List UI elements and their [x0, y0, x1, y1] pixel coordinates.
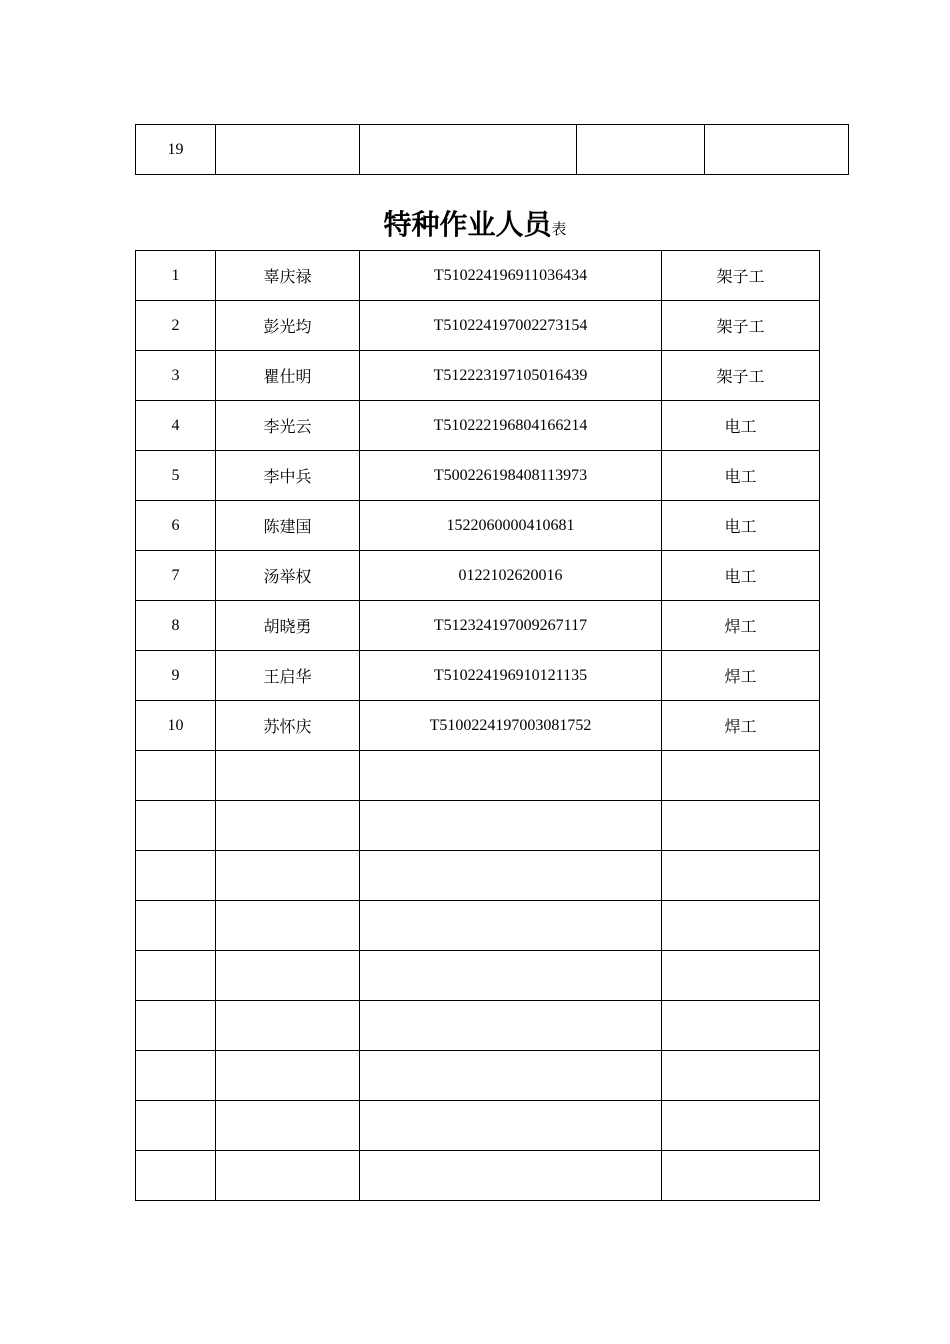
- trade-cell: [662, 1151, 820, 1201]
- table-cell: [216, 125, 360, 175]
- certificate-number-cell: T512223197105016439: [360, 351, 662, 401]
- previous-page-table: [135, 124, 849, 175]
- table-row: [136, 125, 849, 175]
- special-workers-table: [135, 250, 820, 1201]
- name-cell: 辜庆禄: [216, 251, 360, 301]
- row-number-cell: 4: [136, 401, 216, 451]
- trade-cell: 架子工: [662, 351, 820, 401]
- row-number-cell: [136, 1101, 216, 1151]
- name-cell: [216, 951, 360, 1001]
- table-row: [136, 601, 820, 651]
- row-number-cell: [136, 901, 216, 951]
- name-cell: 彭光均: [216, 301, 360, 351]
- table-cell: [360, 125, 577, 175]
- table-row: [136, 351, 820, 401]
- row-number-cell: 10: [136, 701, 216, 751]
- certificate-number-cell: [360, 1151, 662, 1201]
- trade-cell: 电工: [662, 451, 820, 501]
- certificate-number-cell: T510224196911036434: [360, 251, 662, 301]
- certificate-number-cell: [360, 1051, 662, 1101]
- trade-cell: [662, 851, 820, 901]
- certificate-number-cell: 0122102620016: [360, 551, 662, 601]
- certificate-number-cell: T510222196804166214: [360, 401, 662, 451]
- row-number-cell: 1: [136, 251, 216, 301]
- trade-cell: [662, 801, 820, 851]
- page-title: [0, 203, 950, 243]
- table-row: [136, 801, 820, 851]
- certificate-number-cell: [360, 751, 662, 801]
- row-number-cell: [136, 951, 216, 1001]
- table-row: [136, 901, 820, 951]
- trade-cell: 架子工: [662, 251, 820, 301]
- trade-cell: 电工: [662, 401, 820, 451]
- trade-cell: [662, 1001, 820, 1051]
- table-row: [136, 1101, 820, 1151]
- certificate-number-cell: T512324197009267117: [360, 601, 662, 651]
- certificate-number-cell: [360, 951, 662, 1001]
- certificate-number-cell: T510224197002273154: [360, 301, 662, 351]
- trade-cell: 电工: [662, 551, 820, 601]
- name-cell: [216, 1101, 360, 1151]
- table-row: [136, 501, 820, 551]
- name-cell: 李中兵: [216, 451, 360, 501]
- name-cell: [216, 1151, 360, 1201]
- name-cell: [216, 1001, 360, 1051]
- certificate-number-cell: 1522060000410681: [360, 501, 662, 551]
- certificate-number-cell: [360, 901, 662, 951]
- table-row: [136, 1001, 820, 1051]
- table-row: [136, 701, 820, 751]
- name-cell: 苏怀庆: [216, 701, 360, 751]
- row-number-cell: [136, 751, 216, 801]
- table-cell: [577, 125, 705, 175]
- name-cell: 胡晓勇: [216, 601, 360, 651]
- certificate-number-cell: [360, 1101, 662, 1151]
- row-number-cell: [136, 1051, 216, 1101]
- name-cell: [216, 901, 360, 951]
- table-row: [136, 551, 820, 601]
- row-number-cell: [136, 1151, 216, 1201]
- name-cell: [216, 1051, 360, 1101]
- certificate-number-cell: [360, 851, 662, 901]
- row-number-cell: [136, 851, 216, 901]
- row-number-cell: 5: [136, 451, 216, 501]
- table-row: [136, 651, 820, 701]
- trade-cell: [662, 1101, 820, 1151]
- trade-cell: 焊工: [662, 701, 820, 751]
- row-number-cell: 9: [136, 651, 216, 701]
- row-number-cell: [136, 1001, 216, 1051]
- table-row: [136, 1051, 820, 1101]
- row-number-cell: 8: [136, 601, 216, 651]
- certificate-number-cell: T510224196910121135: [360, 651, 662, 701]
- certificate-number-cell: [360, 1001, 662, 1051]
- trade-cell: [662, 901, 820, 951]
- row-number-cell: [136, 801, 216, 851]
- name-cell: [216, 851, 360, 901]
- table-row: [136, 1151, 820, 1201]
- name-cell: 李光云: [216, 401, 360, 451]
- title-main: 特种作业人员: [383, 208, 552, 241]
- table-row: [136, 401, 820, 451]
- row-number-cell: 3: [136, 351, 216, 401]
- title-suffix: 表: [551, 220, 567, 238]
- table-row: [136, 451, 820, 501]
- certificate-number-cell: T5100224197003081752: [360, 701, 662, 751]
- trade-cell: 电工: [662, 501, 820, 551]
- certificate-number-cell: [360, 801, 662, 851]
- trade-cell: [662, 1051, 820, 1101]
- name-cell: 汤举权: [216, 551, 360, 601]
- trade-cell: 焊工: [662, 601, 820, 651]
- table-row: [136, 751, 820, 801]
- row-number-cell: 7: [136, 551, 216, 601]
- table-row: [136, 851, 820, 901]
- trade-cell: [662, 751, 820, 801]
- name-cell: [216, 801, 360, 851]
- row-number-cell: 19: [136, 125, 216, 175]
- certificate-number-cell: T500226198408113973: [360, 451, 662, 501]
- name-cell: 瞿仕明: [216, 351, 360, 401]
- trade-cell: 架子工: [662, 301, 820, 351]
- trade-cell: [662, 951, 820, 1001]
- table-row: [136, 951, 820, 1001]
- table-cell: [705, 125, 849, 175]
- name-cell: [216, 751, 360, 801]
- table-row: [136, 301, 820, 351]
- trade-cell: 焊工: [662, 651, 820, 701]
- table-row: [136, 251, 820, 301]
- name-cell: 陈建国: [216, 501, 360, 551]
- row-number-cell: 6: [136, 501, 216, 551]
- name-cell: 王启华: [216, 651, 360, 701]
- row-number-cell: 2: [136, 301, 216, 351]
